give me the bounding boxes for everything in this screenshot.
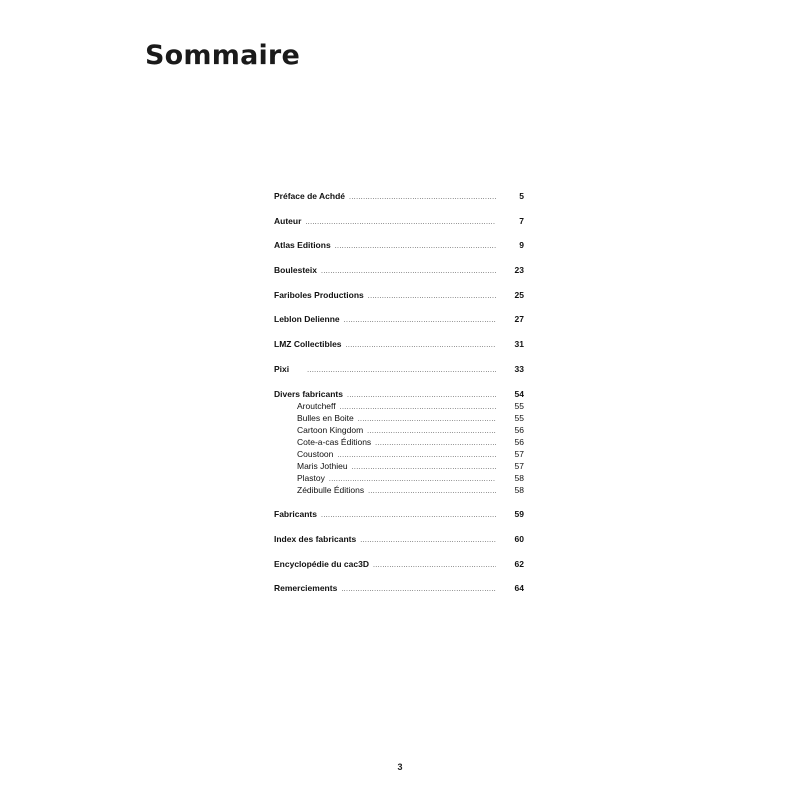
toc-subentry-coustoon[interactable] <box>274 448 524 460</box>
dot-leader <box>368 291 496 303</box>
dot-leader <box>373 560 496 572</box>
toc-subentry-page: 55 <box>514 412 524 423</box>
dot-leader <box>340 402 496 414</box>
dot-leader <box>346 340 496 352</box>
toc-entry-label: LMZ Collectibles <box>274 339 342 350</box>
toc-entry-label: Divers fabricants <box>274 388 343 399</box>
toc-entry-label: Atlas Editions <box>274 240 331 251</box>
toc-entry-page: 25 <box>514 289 524 300</box>
toc-entry-page: 33 <box>514 363 524 374</box>
toc-subentry-page: 58 <box>514 472 524 483</box>
toc-entry-page: 59 <box>514 509 524 520</box>
dot-leader <box>349 192 496 204</box>
toc-entry-preface[interactable] <box>274 190 524 202</box>
toc-entry-lmz-collectibles[interactable] <box>274 338 524 350</box>
toc-entry-label: Leblon Delienne <box>274 314 340 325</box>
toc-entry-page: 23 <box>514 265 524 276</box>
toc-entry-encyclopedie[interactable] <box>274 558 524 570</box>
toc-subentry-plastoy[interactable] <box>274 472 524 484</box>
toc-entry-page: 27 <box>514 314 524 325</box>
toc-subentry-aroutcheff[interactable] <box>274 400 524 412</box>
toc-entry-label: Index des fabricants <box>274 533 357 544</box>
toc-entry-page: 60 <box>514 533 524 544</box>
dot-leader <box>307 365 496 377</box>
toc-entry-label: Boulesteix <box>274 265 317 276</box>
toc-entry-page: 31 <box>514 339 524 350</box>
toc-entry-label: Auteur <box>274 215 302 226</box>
dot-leader <box>337 450 496 462</box>
toc-subentry-label: Cartoon Kingdom <box>297 424 364 435</box>
toc-subentry-page: 57 <box>514 460 524 471</box>
toc-subentry-bulles-en-boite[interactable] <box>274 412 524 424</box>
toc-subentry-page: 58 <box>514 484 524 495</box>
toc-entry-auteur[interactable] <box>274 215 524 227</box>
toc-entry-index-des-fabricants[interactable] <box>274 533 524 545</box>
toc-subentry-page: 55 <box>514 400 524 411</box>
dot-leader <box>358 414 496 426</box>
toc-entry-page: 62 <box>514 558 524 569</box>
toc-subentry-zedibulle-editions[interactable] <box>274 484 524 496</box>
toc-entry-page: 5 <box>519 191 524 201</box>
toc-subentry-cote-a-cas-editions[interactable] <box>274 436 524 448</box>
dot-leader <box>375 438 496 450</box>
dot-leader <box>321 510 496 522</box>
toc-entry-fabricants[interactable] <box>274 508 524 520</box>
toc-entry-label: Remerciements <box>274 583 338 594</box>
page-number: 3 <box>397 762 403 772</box>
dot-leader <box>368 486 496 498</box>
toc-entry-page: 64 <box>514 583 524 594</box>
toc-entry-label: Pixi <box>274 363 290 374</box>
toc-entry-page: 54 <box>514 388 524 399</box>
toc-entry-label: Préface de Achdé <box>274 191 346 201</box>
table-of-contents <box>274 190 524 607</box>
toc-entry-page: 7 <box>519 215 524 226</box>
toc-entry-divers-fabricants[interactable] <box>274 388 524 400</box>
toc-subentry-page: 56 <box>514 424 524 435</box>
toc-subentry-label: Zédibulle Éditions <box>297 484 365 495</box>
dot-leader <box>352 462 496 474</box>
dot-leader <box>347 390 496 402</box>
toc-entry-remerciements[interactable] <box>274 582 524 594</box>
toc-subentry-label: Aroutcheff <box>297 400 336 411</box>
toc-subentry-label: Cote-a-cas Éditions <box>297 436 372 447</box>
dot-leader <box>367 426 496 438</box>
toc-subentry-maris-jothieu[interactable] <box>274 460 524 472</box>
dot-leader <box>360 535 496 547</box>
dot-leader <box>341 584 496 596</box>
toc-subentry-label: Plastoy <box>297 472 325 483</box>
dot-leader <box>335 241 496 253</box>
toc-subentry-label: Coustoon <box>297 448 334 459</box>
toc-entry-fariboles-productions[interactable] <box>274 289 524 301</box>
page-title: Sommaire <box>145 40 300 71</box>
toc-entry-label: Fariboles Productions <box>274 289 364 300</box>
toc-subentry-page: 56 <box>514 436 524 447</box>
toc-entry-boulesteix[interactable] <box>274 264 524 276</box>
toc-entry-page: 9 <box>519 240 524 251</box>
dot-leader <box>321 266 496 278</box>
dot-leader <box>344 315 496 327</box>
toc-subentry-cartoon-kingdom[interactable] <box>274 424 524 436</box>
toc-entry-label: Fabricants <box>274 509 317 520</box>
toc-entry-pixi[interactable] <box>274 363 524 375</box>
toc-entry-label: Encyclopédie du cac3D <box>274 558 369 569</box>
toc-subentry-label: Bulles en Boite <box>297 412 354 423</box>
toc-entry-atlas-editions[interactable] <box>274 239 524 251</box>
toc-subentry-page: 57 <box>514 448 524 459</box>
toc-entry-leblon-delienne[interactable] <box>274 313 524 325</box>
toc-subentry-label: Maris Jothieu <box>297 460 348 471</box>
dot-leader <box>305 217 496 229</box>
